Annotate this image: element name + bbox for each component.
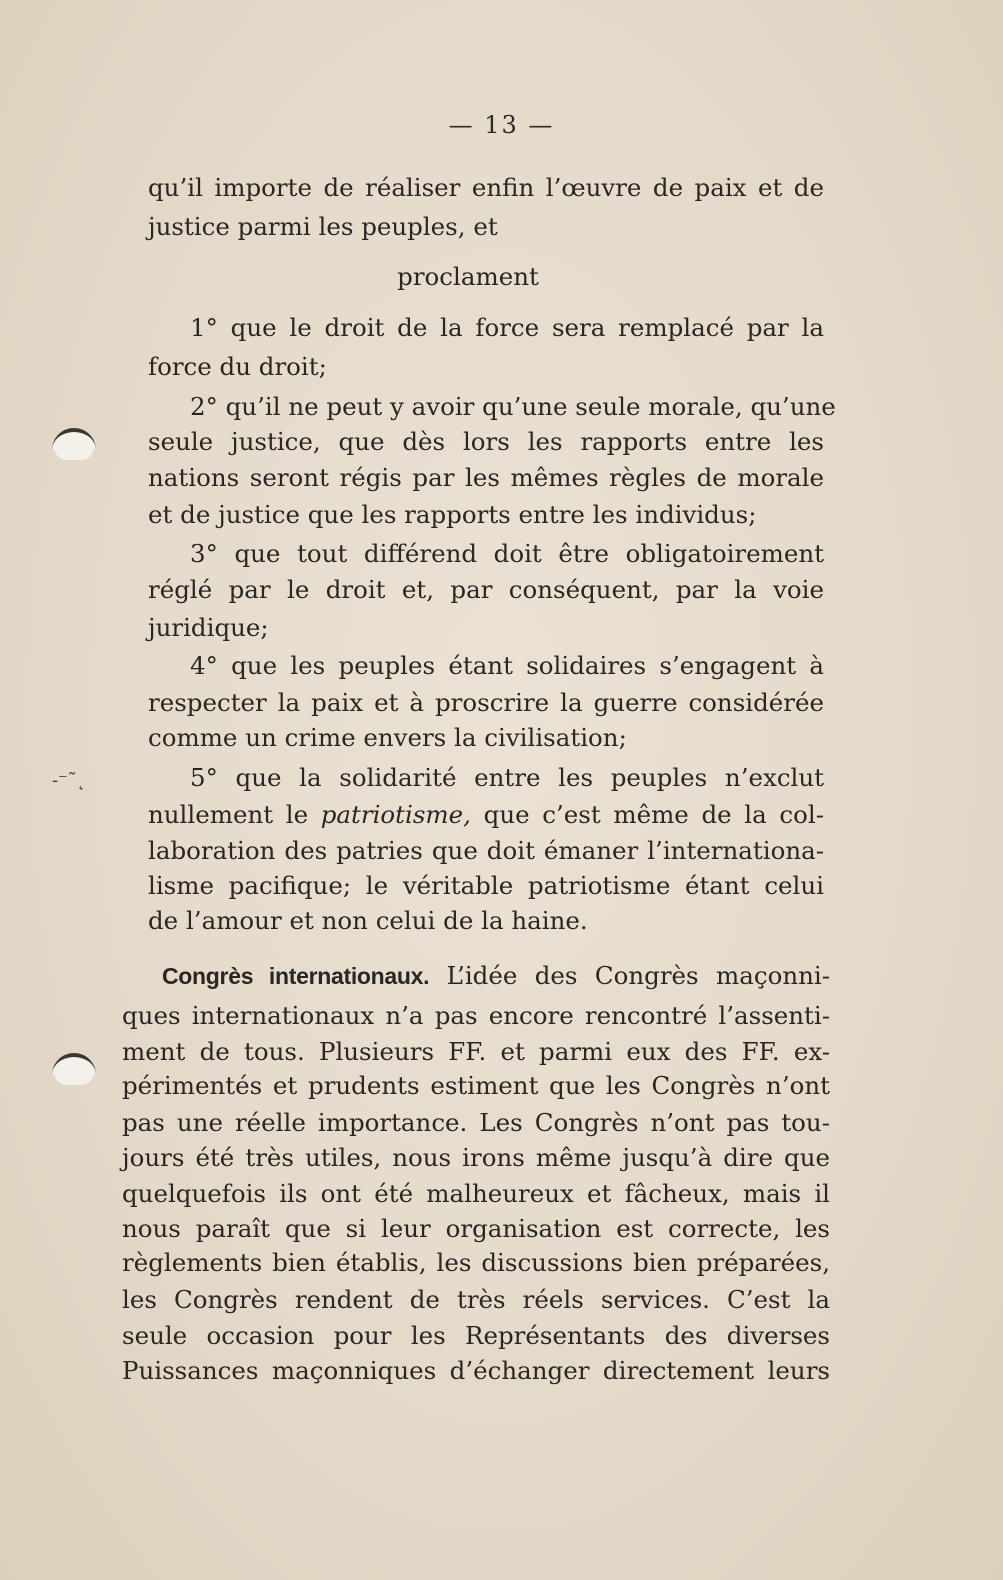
section-line: jours été très utiles, nous irons même jusqu’à dire que xyxy=(122,1143,830,1172)
italic-term: patriotisme, xyxy=(320,800,471,829)
section-line: Puissances maçonniques d’échanger directement leurs xyxy=(122,1356,830,1385)
list-item-2-line: 2° qu’il ne peut y avoir qu’une seule morale, qu’une xyxy=(190,392,836,421)
list-item-4-line: 4° que les peuples étant solidaires s’engagent à xyxy=(190,651,824,680)
list-item-2-line: nations seront régis par les mêmes règles de morale xyxy=(148,463,824,492)
punch-hole xyxy=(52,1053,96,1075)
list-item-1-line: 1° que le droit de la force sera remplacé par la xyxy=(190,313,824,342)
section-line: nous paraît que si leur organisation est correcte, les xyxy=(122,1214,830,1243)
list-item-5-line: de l’amour et non celui de la haine. xyxy=(148,906,588,935)
section-heading: Congrès internationaux. xyxy=(162,963,430,989)
punch-hole xyxy=(52,428,96,450)
list-item-4-line: comme un crime envers la civilisation; xyxy=(148,723,627,752)
list-item-2-line: et de justice que les rapports entre les individus; xyxy=(148,500,757,529)
list-item-2-line: seule justice, que dès lors les rapports entre les xyxy=(148,427,824,456)
text-line: qu’il importe de réaliser enfin l’œuvre de paix et de xyxy=(148,173,824,202)
section-first-line xyxy=(162,958,830,994)
section-line: ques internationaux n’a pas encore rencontré l’assenti- xyxy=(122,1001,830,1030)
section-line: ment de tous. Plusieurs FF. et parmi eux des FF. ex- xyxy=(122,1037,830,1066)
section-line: règlements bien établis, les discussions bien préparées, xyxy=(122,1248,830,1277)
list-item-3-line: juridique; xyxy=(148,613,269,642)
list-item-5-line xyxy=(148,797,824,833)
section-line: quelquefois ils ont été malheureux et fâcheux, mais il xyxy=(122,1179,830,1208)
text-line: justice parmi les peuples, et xyxy=(148,212,498,241)
page-number: — 13 — xyxy=(448,111,555,139)
text-run: nullement le xyxy=(148,800,321,829)
list-item-4-line: respecter la paix et à proscrire la guerre considérée xyxy=(148,688,824,717)
section-line: les Congrès rendent de très réels services. C’est la xyxy=(122,1285,830,1314)
list-item-3-line: réglé par le droit et, par conséquent, par la voie xyxy=(148,575,824,604)
margin-mark: -⁻˜˛ xyxy=(52,770,86,791)
list-item-5-line: laboration des patries que doit émaner l’internationa- xyxy=(148,836,824,865)
text-run: L’idée des Congrès maçonni- xyxy=(429,961,830,990)
section-line: seule occasion pour les Représentants des diverses xyxy=(122,1321,830,1350)
text-run: que c’est même de la col- xyxy=(470,800,824,829)
list-item-1-line: force du droit; xyxy=(148,352,327,381)
list-item-5-line: lisme pacifique; le véritable patriotisme étant celui xyxy=(148,871,824,900)
section-line: périmentés et prudents estiment que les Congrès n’ont xyxy=(122,1071,830,1100)
list-item-5-line: 5° que la solidarité entre les peuples n’exclut xyxy=(190,763,824,792)
proclamation-word: proclament xyxy=(397,262,539,291)
section-line: pas une réelle importance. Les Congrès n’ont pas tou- xyxy=(122,1108,830,1137)
list-item-3-line: 3° que tout différend doit être obligatoirement xyxy=(190,539,824,568)
